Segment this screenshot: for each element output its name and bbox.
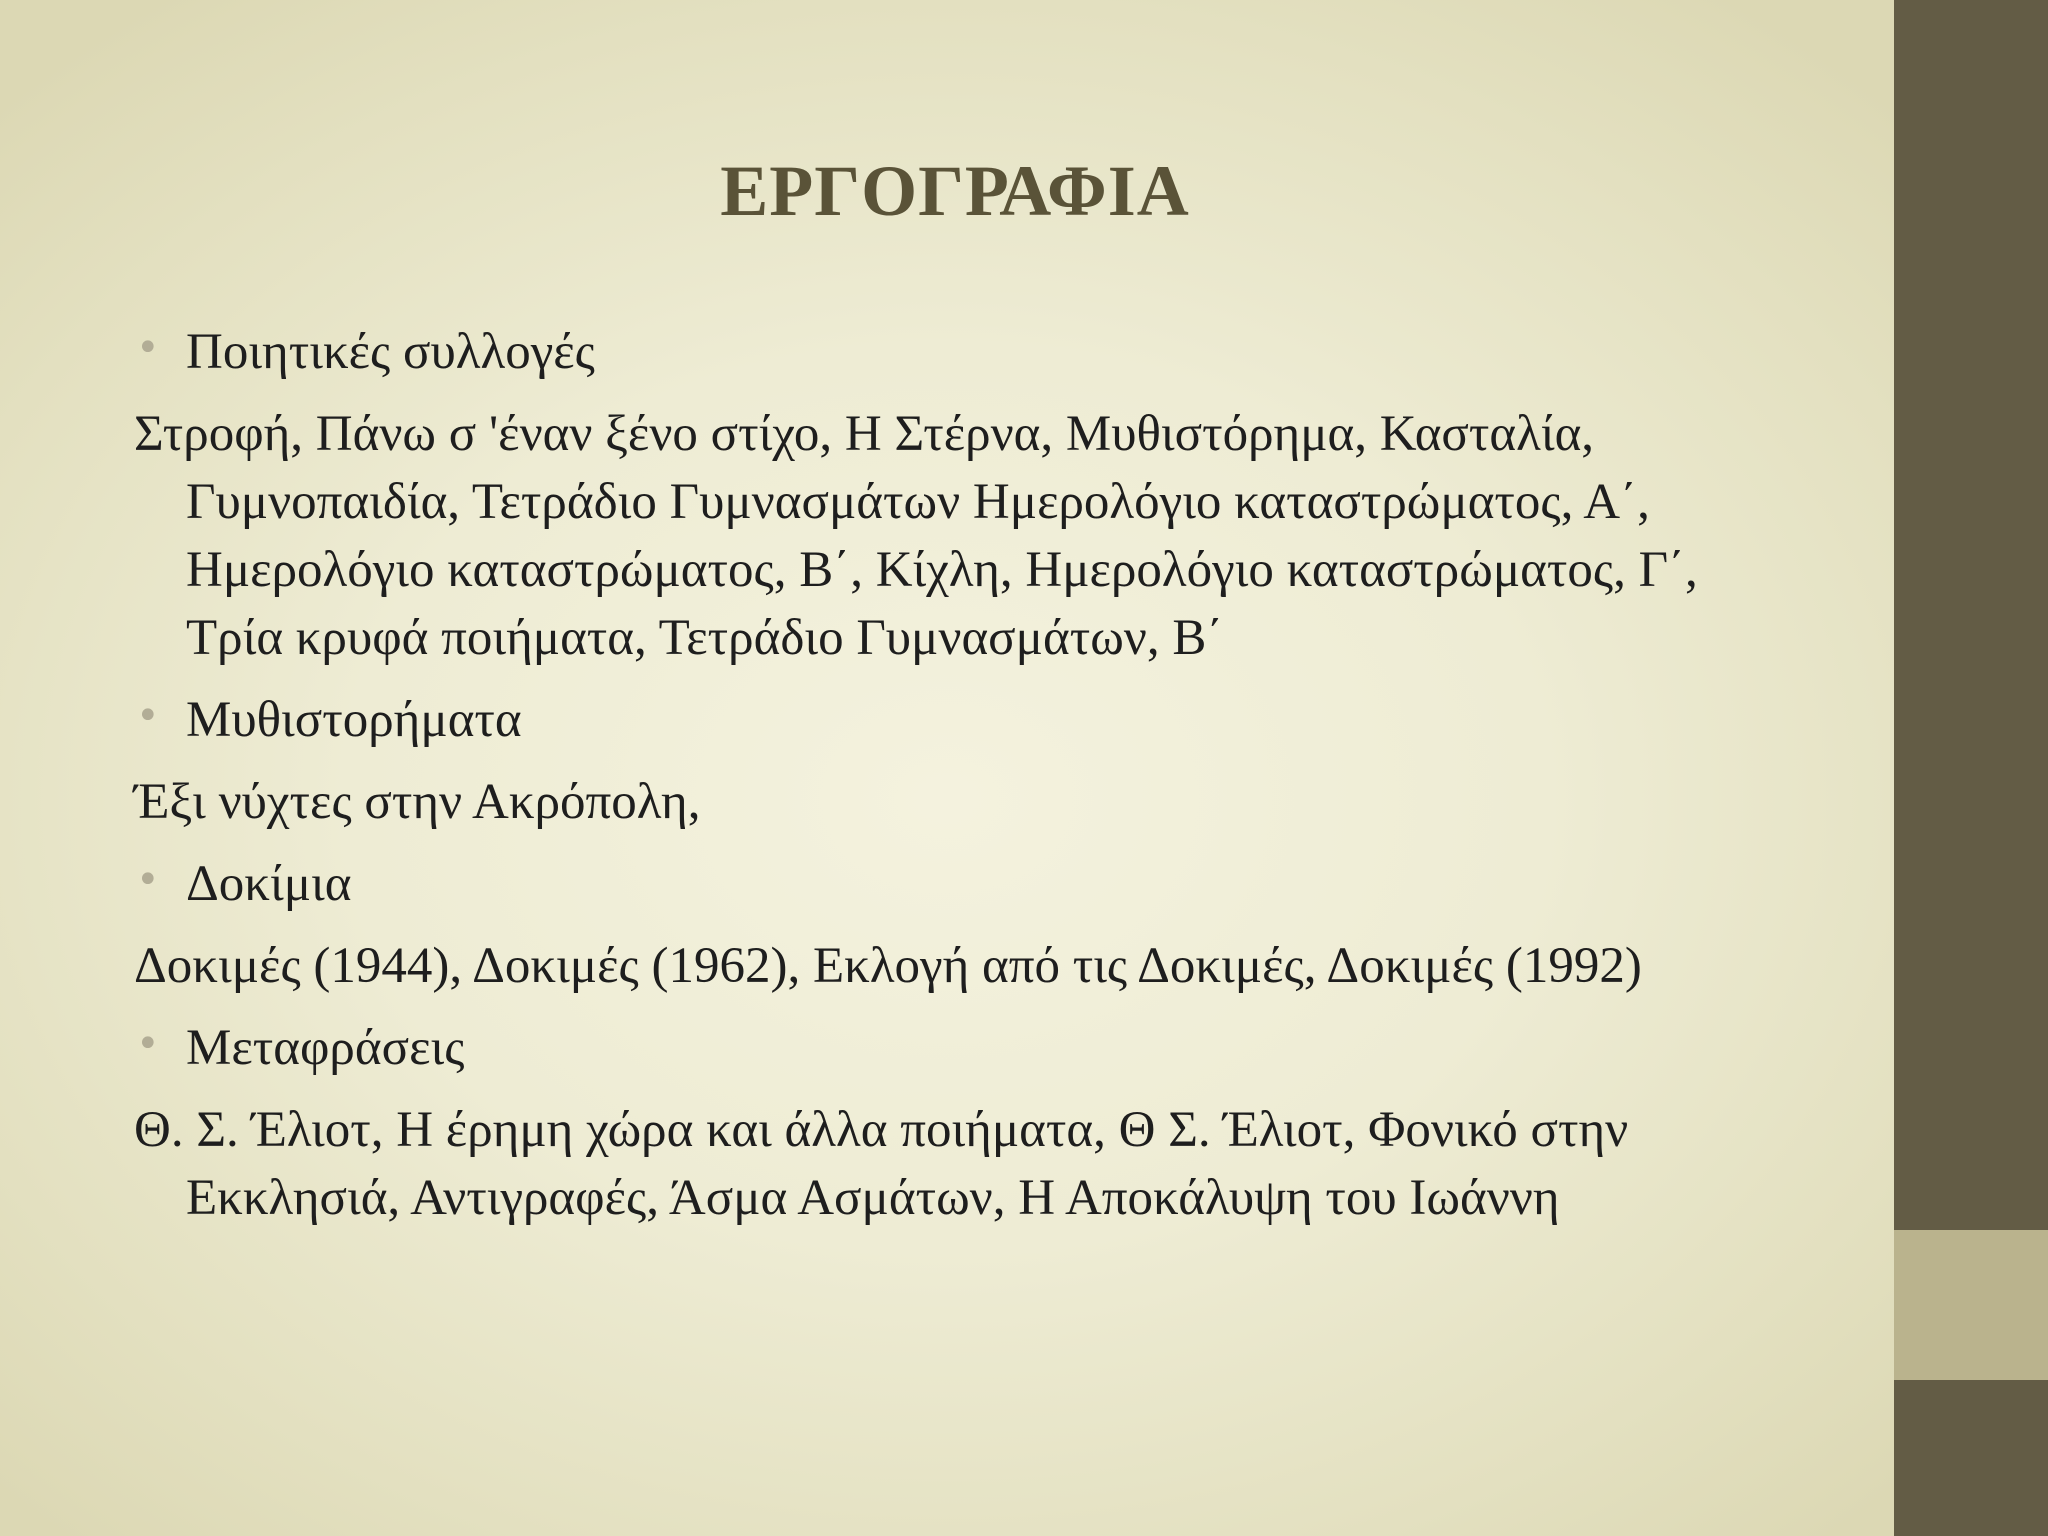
section-text-novels: Έξι νύχτες στην Ακρόπολη, — [134, 774, 701, 830]
slide-content — [134, 318, 1794, 1246]
section-text-translations: Θ. Σ. Έλιοτ, Η έρημη χώρα και άλλα ποιήματα, Θ Σ. Έλιοτ, Φονικό στην Εκκλησιά, Αντιγραφές, Άσμα Ασμάτων, Η Αποκάλυψη του Ιωάννη — [134, 1102, 1629, 1226]
section-heading-novels: • Μυθιστορήματα — [134, 686, 1794, 754]
section-heading-translations: • Μεταφράσεις — [134, 1014, 1794, 1082]
section-text-essays: Δοκιμές (1944), Δοκιμές (1962), Εκλογή από τις Δοκιμές, Δοκιμές (1992) — [134, 938, 1642, 994]
slide-title: ΕΡΓΟΓΡΑΦΙΑ — [720, 151, 1190, 231]
slide-side-accent — [1894, 1230, 2048, 1380]
section-heading-poetry: • Ποιητικές συλλογές — [134, 318, 1794, 386]
section-text-poetry: Στροφή, Πάνω σ 'έναν ξένο στίχο, Η Στέρνα, Μυθιστόρημα, Κασταλία, Γυμνοπαιδία, Τετράδιο Γυμνασμάτων Ημερολόγιο καταστρώματος, Α΄, Ημερολόγιο καταστρώματος, Β΄, Κίχλη, Ημερολόγιο καταστρώματος, Γ΄, Τρία κρυφά ποιήματα, Τετράδιο Γυμνασμάτων, Β΄ — [134, 406, 1698, 666]
section-heading-essays: • Δοκίμια — [134, 850, 1794, 918]
